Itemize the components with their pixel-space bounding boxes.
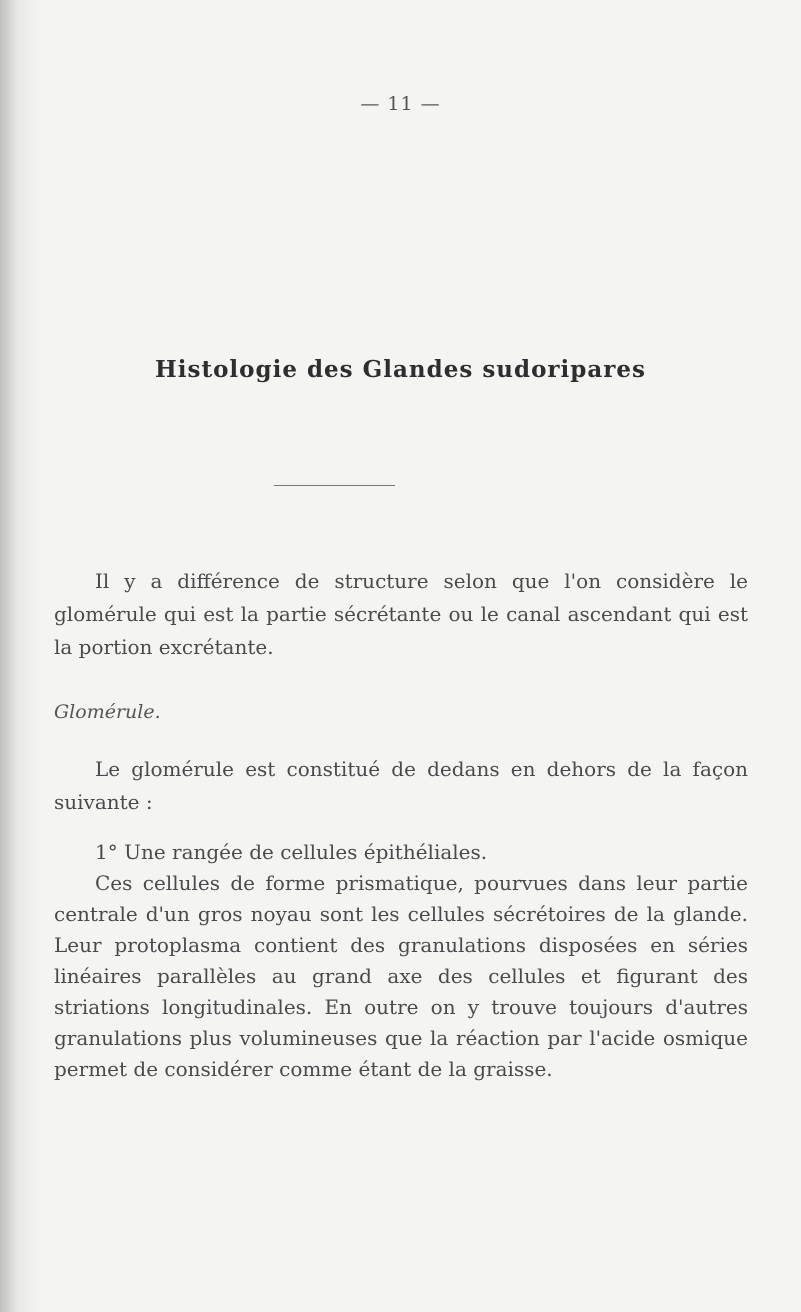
intro-paragraph: Il y a différence de structure selon que l'on considère le glomérule qui est la partie sécrétante ou le canal ascendant qui est la portion excrétante. <box>54 569 748 659</box>
section-heading: Histologie des Glandes sudoripares <box>155 356 646 383</box>
subsection-heading: Glomérule. <box>54 701 161 723</box>
numbered-item: 1° Une rangée de cellules épithéliales. <box>95 840 488 864</box>
cell-description-paragraph: Ces cellules de forme prismatique, pourvues dans leur partie centrale d'un gros noyau sont les cellules sécrétoires de la glande. Leur protoplasma contient des granulations disposées en séries linéaires parallèles au grand axe des cellules et figurant des striations longitudinales. En outre on y trouve toujours d'autres granulations plus volumineuses que la réaction par l'acide osmique permet de considérer comme étant de la graisse. <box>54 871 748 1081</box>
heading-rule <box>274 485 395 486</box>
page-number: — 11 — <box>360 93 441 115</box>
constitution-paragraph: Le glomérule est constitué de dedans en dehors de la façon suivante : <box>54 757 748 814</box>
binding-shadow <box>0 0 40 1312</box>
